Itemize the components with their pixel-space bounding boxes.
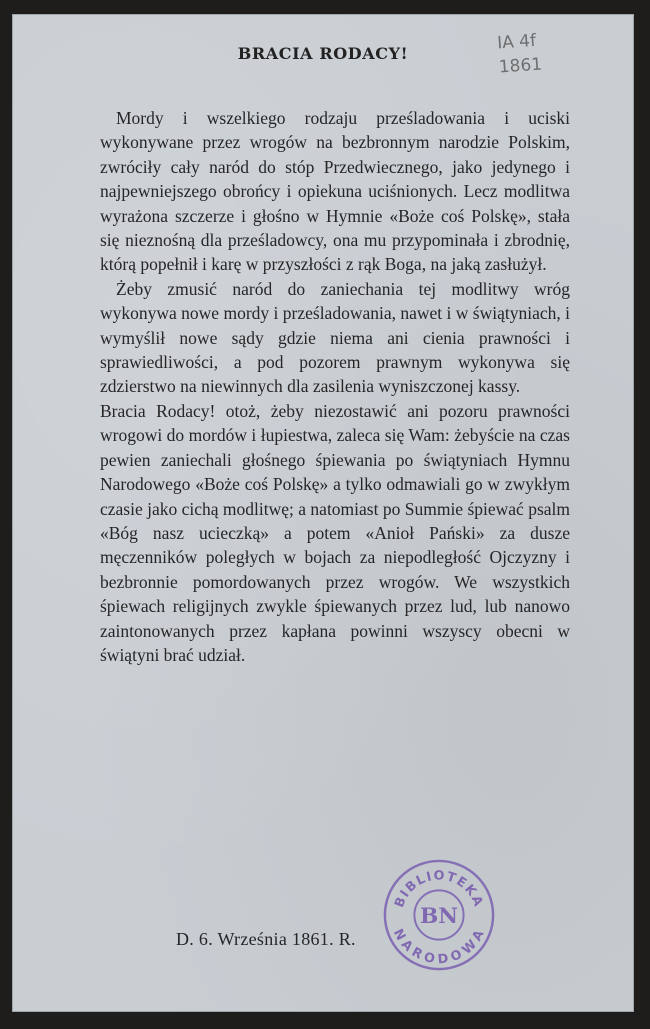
- paragraph-1: Mordy i wszelkiego rodzaju prześladowania i uciski wykonywane przez wrogów na bezbronnym narodzie Polskim, zwróciły cały naród do stóp Przedwiecznego, jako jedynego i najpewniejszego obrońcy i opiekuna uciśnionych. Lecz modlitwa wyrażona szczerze i głośno w Hymnie «Boże coś Polskę», stała się nieznośną dla prześladowcy, ona mu przypominała i zbrodnię, którą popełnił i karę w przyszłości z rąk Boga, na jaką zasłużył.: [100, 108, 570, 275]
- shelfmark-line-1: IA 4f: [496, 30, 537, 54]
- document-sheet: [12, 14, 634, 1012]
- library-stamp-icon: [380, 856, 498, 974]
- stamp-center-text: BN: [419, 903, 459, 929]
- stamp-top-text: BIBLIOTEKA: [392, 868, 486, 910]
- svg-text:NARODOWA: [390, 927, 488, 968]
- stamp-bottom-text: NARODOWA: [389, 926, 489, 968]
- date-line: D. 6. Września 1861. R.: [176, 929, 356, 949]
- document-title: BRACIA RODACY!: [237, 44, 409, 63]
- paragraph-2: Żeby zmusić naród do zaniechania tej modlitwy wróg wykonywa nowe mordy i prześladowania, nawet i w świątyniach, i wymyślił nowe sądy gdzie niema ani cienia prawności i sprawiedliwości, a pod pozorem prawnym wykonywa się zdzierstwo na niewinnych dla zasilenia wyniszczonej kassy.: [100, 278, 570, 397]
- document-body: [100, 106, 570, 667]
- paragraph-3: Bracia Rodacy! otoż, żeby niezostawić ani pozoru prawności wrogowi do mordów i łupiestwa, zaleca się Wam: żebyście na czas pewien zaniechali głośnego śpiewania po świątyniach Hymnu Narodowego «Boże coś Polskę» a tylko odmawiali go w zwykłym czasie jako cichą modlitwę; a natomiast po Summie śpiewać psalm «Bóg nasz ucieczką» a potem «Anioł Pański» za dusze męczenników poległych w bojach za niepodległość Ojczyzny i bezbronnie pomordowanych przez wrogów. We wszystkich śpiewach religijnych zwykle śpiewanych przez lud, lub nanowo zaintonowanych przez kapłana powinni wszyscy obecni w świątyni brać udział.: [100, 400, 570, 665]
- shelfmark-line-2: 1861: [498, 54, 543, 78]
